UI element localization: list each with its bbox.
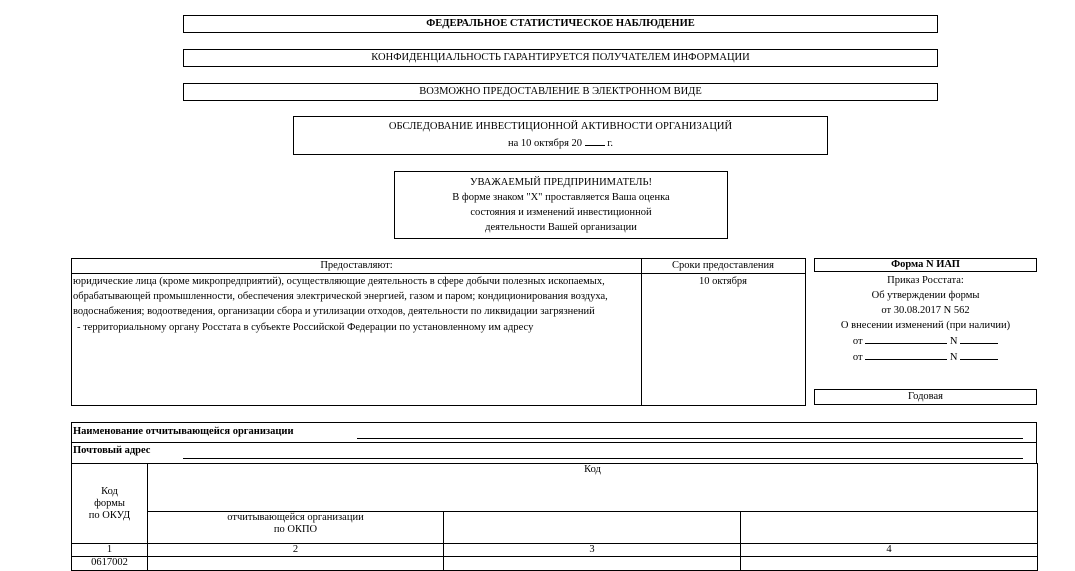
confidentiality-header: КОНФИДЕНЦИАЛЬНОСТЬ ГАРАНТИРУЕТСЯ ПОЛУЧАТЕЛЕМ ИНФОРМАЦИИ: [183, 49, 938, 67]
survey-date-prefix: на 10 октября 20: [507, 138, 583, 149]
notice-box: [394, 171, 728, 239]
form-approval-date: от 30.08.2017 N 562: [881, 305, 970, 316]
form-approval: Об утверждении формы: [871, 290, 980, 301]
survey-title: ОБСЛЕДОВАНИЕ ИНВЕСТИЦИОННОЙ АКТИВНОСТИ ОРГАНИЗАЦИЙ: [388, 121, 733, 132]
okud-header: Код формы по ОКУД: [72, 464, 148, 544]
code-blank-header-3: [444, 512, 741, 544]
form-order: Приказ Росстата:: [887, 275, 964, 286]
column-number-2: 2: [148, 544, 444, 557]
address-label: Почтовый адрес: [73, 445, 151, 456]
change-number-field[interactable]: [960, 333, 998, 344]
address-field[interactable]: [183, 458, 1023, 459]
okpo-header: отчитывающейся организации по ОКПО: [148, 512, 444, 544]
change-date-field[interactable]: [865, 349, 947, 360]
org-divider: [72, 442, 1036, 443]
column-number-1: 1: [72, 544, 148, 557]
survey-title-box: [293, 116, 828, 155]
code-blank-header-4: [741, 512, 1038, 544]
form-title: Форма N ИАП: [814, 258, 1037, 272]
change-n-label: N: [949, 352, 958, 363]
change-number-field[interactable]: [960, 349, 998, 360]
column-number-3: 3: [444, 544, 741, 557]
electronic-submission-header: ВОЗМОЖНО ПРЕДОСТАВЛЕНИЕ В ЭЛЕКТРОННОМ ВИДЕ: [183, 83, 938, 101]
codes-table: [71, 463, 1038, 571]
notice-line-2: состояния и изменений инвестиционной: [470, 207, 652, 218]
org-name-field[interactable]: [357, 438, 1023, 439]
providers-header: Предоставляют:: [72, 259, 642, 274]
form-order-info: [810, 273, 1041, 365]
federal-observation-header: ФЕДЕРАЛЬНОЕ СТАТИСТИЧЕСКОЕ НАБЛЮДЕНИЕ: [183, 15, 938, 33]
survey-year-field[interactable]: [585, 135, 605, 146]
change-from-label: от: [852, 352, 863, 363]
notice-line-3: деятельности Вашей организации: [485, 222, 637, 233]
form-change-row-2: [810, 349, 1041, 365]
form-periodicity: Годовая: [814, 389, 1037, 405]
deadline-value: 10 октября: [698, 276, 748, 287]
organization-info: [71, 422, 1037, 464]
form-change-row-1: [810, 333, 1041, 349]
change-date-field[interactable]: [865, 333, 947, 344]
change-n-label: N: [949, 336, 958, 347]
okud-code-value: 0617002: [72, 557, 148, 571]
column-number-4: 4: [741, 544, 1038, 557]
providers-table: [71, 258, 806, 406]
providers-subtext: - территориальному органу Росстата в субъекте Российской Федерации по установленному им адресу: [77, 321, 534, 333]
survey-date-suffix: г.: [607, 138, 614, 149]
deadlines-header: Сроки предоставления: [641, 259, 805, 274]
form-changes: О внесении изменений (при наличии): [840, 320, 1011, 331]
providers-text: юридические лица (кроме микропредприятий), осуществляющие деятельность в сфере добычи полезных ископаемых, обрабатывающей промышленности, обеспечения электрической энергией, газом и паром; кондиционирования воздуха, водоснабжения; водоотведения, организации сбора и утилизации отходов, деятельности по ликвидации загрязнений: [73, 276, 608, 318]
notice-greeting: УВАЖАЕМЫЙ ПРЕДПРИНИМАТЕЛЬ!: [470, 177, 652, 188]
notice-line-1: В форме знаком "X" проставляется Ваша оценка: [452, 192, 670, 203]
change-from-label: от: [852, 336, 863, 347]
org-name-label: Наименование отчитывающейся организации: [73, 426, 294, 437]
survey-date: [294, 135, 827, 152]
providers-cell: [72, 274, 642, 405]
code-header: Код: [148, 464, 1038, 512]
